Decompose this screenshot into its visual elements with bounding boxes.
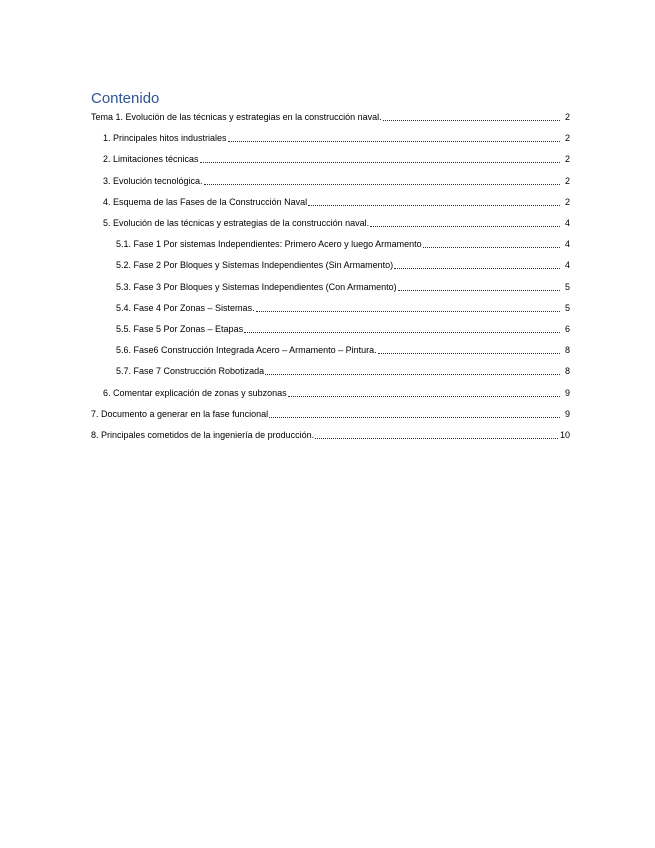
toc-dot-leader <box>308 205 560 206</box>
toc-entry-title: 4. Esquema de las Fases de la Construcción Naval <box>103 196 308 207</box>
toc-entry-title: 5.1. Fase 1 Por sistemas Independientes: Primero Acero y luego Armamento <box>116 239 422 250</box>
toc-entry-page-number: 2 <box>564 154 570 165</box>
toc-entry-title: 5.2. Fase 2 Por Bloques y Sistemas Independientes (Sin Armamento) <box>116 260 394 271</box>
toc-entry-title: Tema 1. Evolución de las técnicas y estrategias en la construcción naval. <box>91 112 382 122</box>
toc-entry-title: 5. Evolución de las técnicas y estrategias de la construcción naval. <box>103 218 370 228</box>
toc-entry[interactable] <box>116 365 570 377</box>
toc-entry-page-number: 2 <box>564 175 570 186</box>
toc-entry-page-number: 4 <box>564 260 570 271</box>
toc-entry[interactable] <box>116 238 570 250</box>
toc-entry[interactable] <box>103 387 570 399</box>
toc-entry[interactable] <box>103 132 570 144</box>
toc-dot-leader <box>383 120 560 121</box>
toc-entry-page-number: 2 <box>564 133 570 144</box>
toc-entry[interactable] <box>103 217 570 229</box>
toc-dot-leader <box>378 353 560 354</box>
toc-dot-leader <box>315 438 558 439</box>
toc-dot-leader <box>204 184 560 185</box>
toc-entry-page-number: 9 <box>564 387 570 398</box>
toc-dot-leader <box>200 162 560 163</box>
toc-entry-page-number: 8 <box>564 366 570 377</box>
toc-entry-title: 7. Documento a generar en la fase funcional <box>91 408 269 419</box>
toc-dot-leader <box>394 268 560 269</box>
toc-dot-leader <box>244 332 560 333</box>
toc-dot-leader <box>398 290 560 291</box>
toc-entry[interactable] <box>103 153 570 165</box>
toc-dot-leader <box>423 247 560 248</box>
toc-heading: Contenido <box>91 90 160 107</box>
toc-entry-page-number: 9 <box>564 408 570 419</box>
toc-dot-leader <box>265 374 560 375</box>
toc-entry-page-number: 6 <box>564 324 570 334</box>
toc-dot-leader <box>269 417 560 418</box>
toc-entry-title: 6. Comentar explicación de zonas y subzonas <box>103 387 287 398</box>
toc-entry-page-number: 2 <box>564 196 570 207</box>
toc-entry-page-number: 5 <box>564 281 570 292</box>
toc-entry-title: 5.7. Fase 7 Construcción Robotizada <box>116 366 265 377</box>
toc-entry[interactable] <box>116 302 570 314</box>
toc-entry-title: 5.3. Fase 3 Por Bloques y Sistemas Independientes (Con Armamento) <box>116 281 397 292</box>
toc-dot-leader <box>228 141 560 142</box>
toc-entry[interactable] <box>116 344 570 356</box>
toc-entry[interactable] <box>116 281 570 293</box>
toc-entry-title: 3. Evolución tecnológica. <box>103 175 203 186</box>
toc-entry-page-number: 2 <box>564 112 570 122</box>
toc-entry-page-number: 8 <box>564 345 570 356</box>
toc-entry-title: 5.6. Fase6 Construcción Integrada Acero – Armamento – Pintura. <box>116 345 377 356</box>
toc-dot-leader <box>256 311 560 312</box>
toc-entry[interactable] <box>91 408 570 420</box>
toc-dot-leader <box>370 226 560 227</box>
toc-entry[interactable] <box>116 259 570 271</box>
toc-entry-title: 1. Principales hitos industriales <box>103 133 227 144</box>
toc-dot-leader <box>288 396 560 397</box>
toc-entry[interactable] <box>116 323 570 335</box>
toc-entry-title: 8. Principales cometidos de la ingeniería de producción. <box>91 430 315 440</box>
toc-entry-page-number: 10 <box>559 430 570 440</box>
toc-entry-page-number: 4 <box>564 239 570 250</box>
toc-entry-page-number: 4 <box>564 218 570 228</box>
toc-entry[interactable] <box>103 196 570 208</box>
toc-entry-title: 5.4. Fase 4 Por Zonas – Sistemas. <box>116 302 255 313</box>
toc-entry[interactable] <box>91 111 570 123</box>
toc-entry[interactable] <box>91 429 570 441</box>
toc-entry-title: 2. Limitaciones técnicas <box>103 154 199 165</box>
toc-entry[interactable] <box>103 175 570 187</box>
toc-entry-page-number: 5 <box>564 302 570 313</box>
toc-entry-title: 5.5. Fase 5 Por Zonas – Etapas <box>116 324 244 334</box>
